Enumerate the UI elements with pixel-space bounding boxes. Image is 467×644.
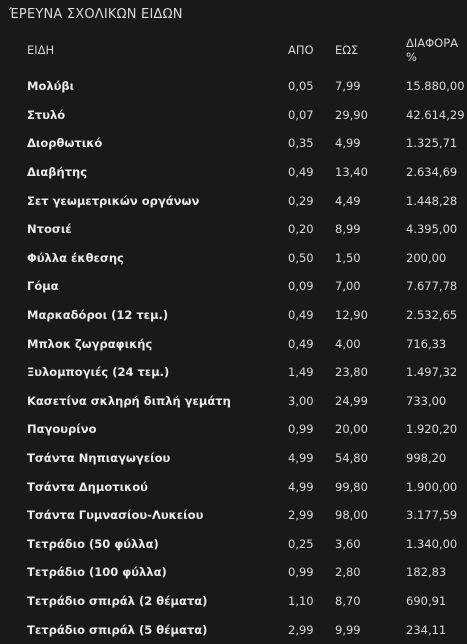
price-to-cell: 20,00	[335, 422, 368, 437]
price-from-cell: 0,99	[288, 565, 314, 580]
difference-percent-cell: 1.920,20	[406, 422, 458, 437]
difference-percent-cell: 690,91	[406, 593, 447, 608]
price-from-cell: 0,49	[288, 165, 314, 180]
table-row	[0, 501, 467, 530]
price-survey-table	[0, 36, 467, 644]
difference-percent-cell: 1.325,71	[406, 136, 458, 151]
price-to-cell: 7,99	[335, 79, 361, 94]
difference-percent-cell: 3.177,59	[406, 508, 458, 523]
price-to-cell: 23,80	[335, 365, 368, 380]
price-to-cell: 4,99	[335, 136, 361, 151]
difference-percent-cell: 1.448,28	[406, 193, 458, 208]
price-to-cell: 9,99	[335, 622, 361, 637]
difference-percent-cell: 1.900,00	[406, 479, 458, 494]
table-header-row	[0, 36, 467, 64]
difference-percent-cell: 200,00	[406, 250, 447, 265]
price-to-cell: 12,90	[335, 308, 368, 323]
table-row	[0, 244, 467, 273]
difference-percent-cell: 1.497,32	[406, 365, 458, 380]
price-from-cell: 1,10	[288, 593, 314, 608]
table-row	[0, 329, 467, 358]
table-row	[0, 615, 467, 644]
item-name-cell: Μπλοκ ζωγραφικής	[27, 336, 153, 351]
difference-percent-cell: 998,20	[406, 451, 447, 466]
price-from-cell: 0,35	[288, 136, 314, 151]
item-name-cell: Ντοσιέ	[27, 222, 72, 237]
price-to-cell: 3,60	[335, 536, 361, 551]
difference-percent-cell: 7.677,78	[406, 279, 458, 294]
spacer-cell	[0, 64, 467, 72]
difference-percent-cell: 42.614,29	[406, 107, 465, 122]
price-from-cell: 0,25	[288, 536, 314, 551]
item-name-cell: Τετράδιο (100 φύλλα)	[27, 565, 167, 580]
item-name-cell: Τετράδιο σπιράλ (5 θέματα)	[27, 622, 208, 637]
table-row	[0, 158, 467, 187]
item-name-cell: Στυλό	[27, 107, 66, 122]
price-to-cell: 99,80	[335, 479, 368, 494]
table-row	[0, 301, 467, 330]
item-name-cell: Παγουρίνο	[27, 422, 97, 437]
table-row	[0, 101, 467, 130]
table-row	[0, 558, 467, 587]
price-to-cell: 4,49	[335, 193, 361, 208]
item-name-cell: Ξυλομπογιές (24 τεμ.)	[27, 365, 170, 380]
table-row	[0, 415, 467, 444]
price-from-cell: 4,99	[288, 479, 314, 494]
table-row	[0, 186, 467, 215]
price-to-cell: 13,40	[335, 165, 368, 180]
price-from-cell: 0,50	[288, 250, 314, 265]
difference-percent-cell: 4.395,00	[406, 222, 458, 237]
price-to-cell: 29,90	[335, 107, 368, 122]
price-from-cell: 2,99	[288, 622, 314, 637]
difference-percent-cell: 15.880,00	[406, 79, 465, 94]
table-row	[0, 444, 467, 473]
price-from-cell: 4,99	[288, 451, 314, 466]
difference-percent-cell: 716,33	[406, 336, 447, 351]
price-from-cell: 3,00	[288, 393, 314, 408]
price-to-cell: 2,80	[335, 565, 361, 580]
price-to-cell: 8,70	[335, 593, 361, 608]
price-from-cell: 0,49	[288, 308, 314, 323]
price-to-cell: 4,00	[335, 336, 361, 351]
price-from-cell: 1,49	[288, 365, 314, 380]
item-name-cell: Διαβήτης	[27, 165, 88, 180]
price-to-cell: 54,80	[335, 451, 368, 466]
item-name-cell: Τετράδιο σπιράλ (2 θέματα)	[27, 593, 208, 608]
table-row	[0, 358, 467, 387]
price-from-cell: 0,20	[288, 222, 314, 237]
price-to-cell: 7,00	[335, 279, 361, 294]
item-name-cell: Κασετίνα σκληρή διπλή γεμάτη	[27, 393, 231, 408]
table-row	[0, 587, 467, 616]
column-header-to: ΕΩΣ	[335, 43, 359, 57]
item-name-cell: Μαρκαδόροι (12 τεμ.)	[27, 308, 169, 323]
difference-percent-cell: 2.532,65	[406, 308, 458, 323]
column-header-difference-percent: ΔΙΑΦΟΡΑ %	[406, 36, 459, 64]
price-to-cell: 1,50	[335, 250, 361, 265]
price-from-cell: 0,29	[288, 193, 314, 208]
table-body	[0, 72, 467, 644]
difference-percent-cell: 2.634,69	[406, 165, 458, 180]
item-name-cell: Τσάντα Νηπιαγωγείου	[27, 451, 171, 466]
price-from-cell: 0,09	[288, 279, 314, 294]
difference-percent-cell: 182,83	[406, 565, 447, 580]
item-name-cell: Διορθωτικό	[27, 136, 103, 151]
item-name-cell: Μολύβι	[27, 79, 75, 94]
price-from-cell: 0,05	[288, 79, 314, 94]
price-from-cell: 2,99	[288, 508, 314, 523]
price-to-cell: 98,00	[335, 508, 368, 523]
table-row	[0, 472, 467, 501]
difference-percent-cell: 234,11	[406, 622, 447, 637]
column-header-from: ΑΠΟ	[288, 43, 314, 57]
item-name-cell: Σετ γεωμετρικών οργάνων	[27, 193, 200, 208]
column-header-items: ΕΙΔΗ	[27, 43, 55, 57]
difference-percent-cell: 733,00	[406, 393, 447, 408]
price-from-cell: 0,07	[288, 107, 314, 122]
page-title: ΈΡΕΥΝΑ ΣΧΟΛΙΚΩΝ ΕΙΔΩΝ	[9, 7, 183, 22]
item-name-cell: Τσάντα Δημοτικού	[27, 479, 148, 494]
table-row	[0, 530, 467, 559]
item-name-cell: Τσάντα Γυμνασίου-Λυκείου	[27, 508, 204, 523]
item-name-cell: Φύλλα έκθεσης	[27, 250, 124, 265]
price-from-cell: 0,49	[288, 336, 314, 351]
header-spacer	[0, 64, 467, 72]
table-row	[0, 272, 467, 301]
difference-percent-cell: 1.340,00	[406, 536, 458, 551]
table-row	[0, 215, 467, 244]
table-row	[0, 129, 467, 158]
table-row	[0, 387, 467, 416]
item-name-cell: Τετράδιο (50 φύλλα)	[27, 536, 159, 551]
price-to-cell: 8,99	[335, 222, 361, 237]
item-name-cell: Γόμα	[27, 279, 59, 294]
price-from-cell: 0,99	[288, 422, 314, 437]
table-row	[0, 72, 467, 101]
price-to-cell: 24,99	[335, 393, 368, 408]
